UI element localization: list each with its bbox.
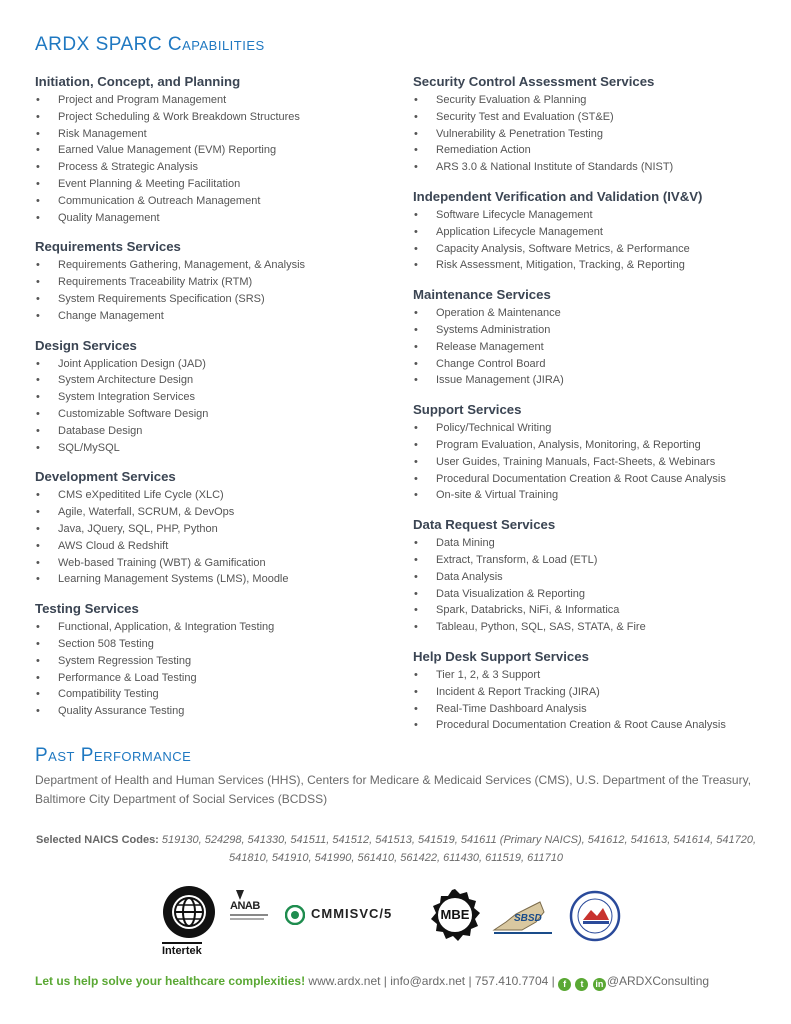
naics-codes [35, 831, 757, 867]
mbe-label: MBE [440, 907, 470, 922]
capability-item: • Change Management [35, 308, 405, 325]
capability-list [35, 619, 405, 720]
capability-item: • Risk Management [35, 126, 405, 143]
capability-item: • Incident & Report Tracking (JIRA) [413, 684, 763, 701]
capability-section [35, 239, 405, 324]
capability-list [413, 535, 763, 636]
capability-section [413, 402, 763, 504]
certification-logos [0, 880, 791, 960]
capability-item: • Data Mining [413, 535, 763, 552]
capability-list [413, 92, 763, 176]
capability-item: • Communication & Outreach Management [35, 193, 405, 210]
capability-item: • CMS eXpeditited Life Cycle (XLC) [35, 487, 405, 504]
capability-item: • Procedural Documentation Creation & Root Cause Analysis [413, 471, 763, 488]
capability-item: • System Regression Testing [35, 653, 405, 670]
capability-item: • Release Management [413, 339, 763, 356]
capability-item: • Requirements Traceability Matrix (RTM) [35, 274, 405, 291]
capability-item: • Software Lifecycle Management [413, 207, 763, 224]
capability-section [35, 469, 405, 588]
capability-item: • Real-Time Dashboard Analysis [413, 701, 763, 718]
capability-item: • AWS Cloud & Redshift [35, 538, 405, 555]
section-heading: Security Control Assessment Services [413, 74, 655, 89]
capability-item: • Policy/Technical Writing [413, 420, 763, 437]
section-heading: Maintenance Services [413, 287, 551, 303]
section-heading: Help Desk Support Services [413, 648, 589, 664]
capability-item: • Event Planning & Meeting Facilitation [35, 176, 405, 193]
capability-item: • On-site & Virtual Training [413, 487, 763, 504]
naics-label: Selected NAICS Codes: [35, 834, 159, 846]
cmmi-logo [285, 904, 415, 928]
capability-item: • Project and Program Management [35, 92, 405, 109]
capability-item: • Vulnerability & Penetration Testing [413, 126, 763, 143]
sbsd-label: SBSD [514, 913, 542, 924]
capability-item: • Section 508 Testing [35, 636, 405, 653]
capability-list [413, 667, 763, 734]
capability-item: • Learning Management Systems (LMS), Moodle [35, 571, 405, 588]
capability-section [35, 74, 405, 226]
capability-item: • Remediation Action [413, 142, 763, 159]
capability-item: • Java, JQuery, SQL, PHP, Python [35, 521, 405, 538]
section-heading: Requirements Services [35, 239, 181, 255]
capability-item: • Spark, Databricks, NiFi, & Informatica [413, 602, 763, 619]
capability-list [413, 207, 763, 274]
capability-section [35, 601, 405, 720]
linkedin-icon[interactable]: in [593, 978, 606, 991]
virginia-values-veterans-logo [569, 890, 621, 942]
right-capabilities-column [413, 74, 763, 747]
capability-item: • Operation & Maintenance [413, 305, 763, 322]
capability-list [413, 305, 763, 389]
capability-item: • Systems Administration [413, 322, 763, 339]
capability-item: • Security Test and Evaluation (ST&E) [413, 109, 763, 126]
capability-item: • Capacity Analysis, Software Metrics, & Performance [413, 241, 763, 258]
capability-item: • Issue Management (JIRA) [413, 372, 763, 389]
cmmi-badge-icon [285, 905, 305, 925]
capability-item: • Tier 1, 2, & 3 Support [413, 667, 763, 684]
capability-item: • Risk Assessment, Mitigation, Tracking, & Reporting [413, 257, 763, 274]
capability-section [35, 338, 405, 457]
capability-section [413, 189, 763, 274]
facebook-icon[interactable]: f [558, 978, 571, 991]
past-performance-text: Department of Health and Human Services (HHS), Centers for Medicare & Medicaid Services (CMS), U.S. Department of the Treasury, Baltimore City Department of Social Services (BCDSS) [35, 773, 752, 806]
footer-contact-info[interactable]: www.ardx.net | info@ardx.net | 757.410.7704 | [305, 974, 555, 988]
capability-item: • Database Design [35, 423, 405, 440]
capability-item: • Customizable Software Design [35, 406, 405, 423]
capability-item: • Quality Management [35, 210, 405, 227]
capability-item: • System Integration Services [35, 389, 405, 406]
capability-item: • Joint Application Design (JAD) [35, 356, 405, 373]
capability-item: • User Guides, Training Manuals, Fact-Sheets, & Webinars [413, 454, 763, 471]
section-heading: Testing Services [35, 601, 139, 617]
capability-list [413, 420, 763, 504]
capability-section [413, 517, 763, 636]
footer-cta: Let us help solve your healthcare complexities! [35, 974, 306, 988]
capability-item: • System Architecture Design [35, 372, 405, 389]
capability-section [413, 74, 763, 176]
capability-item: • Earned Value Management (EVM) Reporting [35, 142, 405, 159]
capability-item: • Procedural Documentation Creation & Root Cause Analysis [413, 717, 763, 734]
capability-item: • Application Lifecycle Management [413, 224, 763, 241]
sbsd-logo [492, 900, 554, 936]
capability-item: • ARS 3.0 & National Institute of Standards (NIST) [413, 159, 763, 176]
capability-item: • Extract, Transform, & Load (ETL) [413, 552, 763, 569]
capability-item: • Security Evaluation & Planning [413, 92, 763, 109]
capability-item: • Functional, Application, & Integration Testing [35, 619, 405, 636]
capability-item: • Data Analysis [413, 569, 763, 586]
section-heading: Initiation, Concept, and Planning [35, 74, 241, 89]
capability-list [35, 92, 405, 226]
intertek-label: Intertek [162, 942, 202, 957]
page-title: ARDX SPARC Capabilities [35, 34, 265, 55]
capability-list [35, 487, 405, 588]
twitter-icon[interactable]: t [575, 978, 588, 991]
capability-item: • System Requirements Specification (SRS) [35, 291, 405, 308]
capability-section [413, 287, 763, 389]
section-heading: Data Request Services [413, 517, 556, 533]
capability-item: • Tableau, Python, SQL, SAS, STATA, & Fire [413, 619, 763, 636]
capability-item: • SQL/MySQL [35, 440, 405, 457]
naics-code-list: 519130, 524298, 541330, 541511, 541512, 541513, 541519, 541611 (Primary NAICS), 541612, 541613, 541614, 541720, 541810, 541910, 541990, 561410, 561422, 611430, 611519, 611710 [161, 834, 756, 864]
anab-logo [228, 888, 272, 928]
capability-item: • Program Evaluation, Analysis, Monitoring, & Reporting [413, 437, 763, 454]
capability-section [413, 649, 763, 734]
capability-item: • Project Scheduling & Work Breakdown Structures [35, 109, 405, 126]
intertek-iso-logo [162, 882, 224, 958]
capability-list [35, 356, 405, 457]
footer-contact [35, 974, 765, 991]
anab-label: ANAB [230, 900, 260, 912]
veterans-seal-icon [569, 890, 621, 942]
past-performance-title: Past Performance [35, 745, 192, 766]
capability-item: • Requirements Gathering, Management, & Analysis [35, 257, 405, 274]
section-heading: Design Services [35, 337, 137, 353]
section-heading: Independent Verification and Validation (IV&V) [413, 188, 703, 204]
section-heading: Support Services [413, 402, 522, 418]
capability-item: • Process & Strategic Analysis [35, 159, 405, 176]
capability-item: • Data Visualization & Reporting [413, 586, 763, 603]
capability-list [35, 257, 405, 324]
capability-item: • Change Control Board [413, 356, 763, 373]
cmmi-label: CMMISVC/5 [311, 906, 393, 921]
capability-item: • Web-based Training (WBT) & Gamification [35, 555, 405, 572]
section-heading: Development Services [35, 469, 176, 485]
capability-item: • Agile, Waterfall, SCRUM, & DevOps [35, 504, 405, 521]
footer-handle[interactable]: @ARDXConsulting [606, 974, 710, 988]
capability-item: • Performance & Load Testing [35, 670, 405, 687]
mbe-logo [428, 888, 482, 942]
left-capabilities-column [35, 74, 405, 733]
capability-item: • Compatibility Testing [35, 686, 405, 703]
capability-item: • Quality Assurance Testing [35, 703, 405, 720]
